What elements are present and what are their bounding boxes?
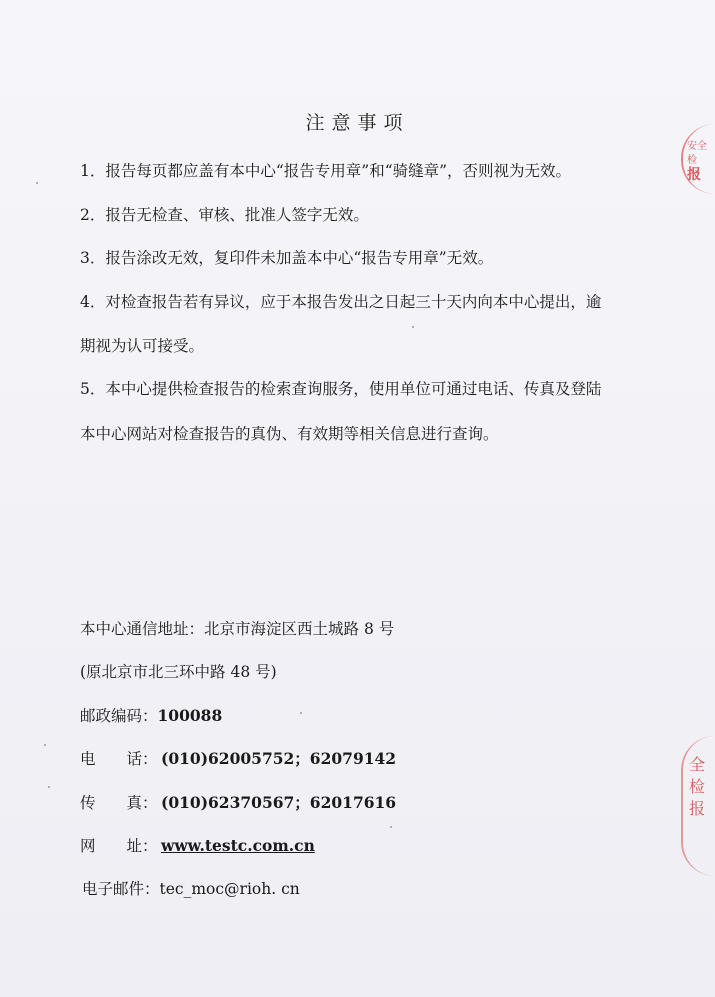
contact-old-address: (原北京市北三环中路 48 号) <box>80 663 277 681</box>
seal-bottom-text-2: 检 <box>689 777 706 796</box>
contact-address <box>80 618 394 640</box>
address-value: 北京市海淀区西土城路 8 号 <box>204 620 395 638</box>
notice-item-1: 1．报告每页都应盖有本中心“报告专用章”和“骑缝章”，否则视为无效。 <box>80 162 572 180</box>
contact-website <box>80 835 315 857</box>
paper-speck <box>44 744 46 746</box>
paper-speck <box>36 182 38 184</box>
website-label: 网 址： <box>80 837 158 855</box>
fax-label: 传 真： <box>80 794 158 812</box>
notice-item-4-line-1: 4．对检查报告若有异议，应于本报告发出之日起三十天内向本中心提出，逾 <box>80 293 602 311</box>
paper-speck <box>48 786 50 788</box>
seal-bottom-text-3: 报 <box>689 799 706 818</box>
seal-stamp-bottom-icon <box>681 736 715 876</box>
website-link[interactable]: www.testc.com.cn <box>161 836 315 855</box>
contact-postal <box>80 705 222 727</box>
page-title: 注意事项 <box>305 112 410 134</box>
email-value: tec_moc@rioh. cn <box>159 880 300 898</box>
phone-value: (010)62005752；62079142 <box>161 749 397 768</box>
address-label: 本中心通信地址： <box>80 620 205 638</box>
notice-item-2: 2．报告无检查、审核、批准人签字无效。 <box>80 206 369 224</box>
postal-value: 100088 <box>157 706 223 725</box>
notice-item-5-line-1: 5．本中心提供检查报告的检索查询服务，使用单位可通过电话、传真及登陆 <box>80 380 602 398</box>
notice-item-3: 3．报告涂改无效，复印件未加盖本中心“报告专用章”无效。 <box>80 249 494 267</box>
seal-top-big-text: 报 <box>687 167 701 183</box>
phone-label: 电 话： <box>80 750 158 768</box>
contact-email <box>82 878 300 900</box>
seal-bottom-text-1: 全 <box>689 755 706 774</box>
contact-phone <box>80 748 396 770</box>
notice-item-4-line-2: 期视为认可接受。 <box>80 337 205 355</box>
email-label: 电子邮件： <box>82 880 160 898</box>
paper-speck <box>300 712 302 714</box>
fax-value: (010)62370567；62017616 <box>161 793 397 812</box>
seal-top-small-text: 安全检 <box>687 141 707 166</box>
notice-item-5-line-2: 本中心网站对检查报告的真伪、有效期等相关信息进行查询。 <box>80 425 499 443</box>
postal-label: 邮政编码： <box>80 707 158 725</box>
contact-fax <box>80 792 396 814</box>
paper-speck <box>412 326 414 328</box>
paper-speck <box>390 826 392 828</box>
